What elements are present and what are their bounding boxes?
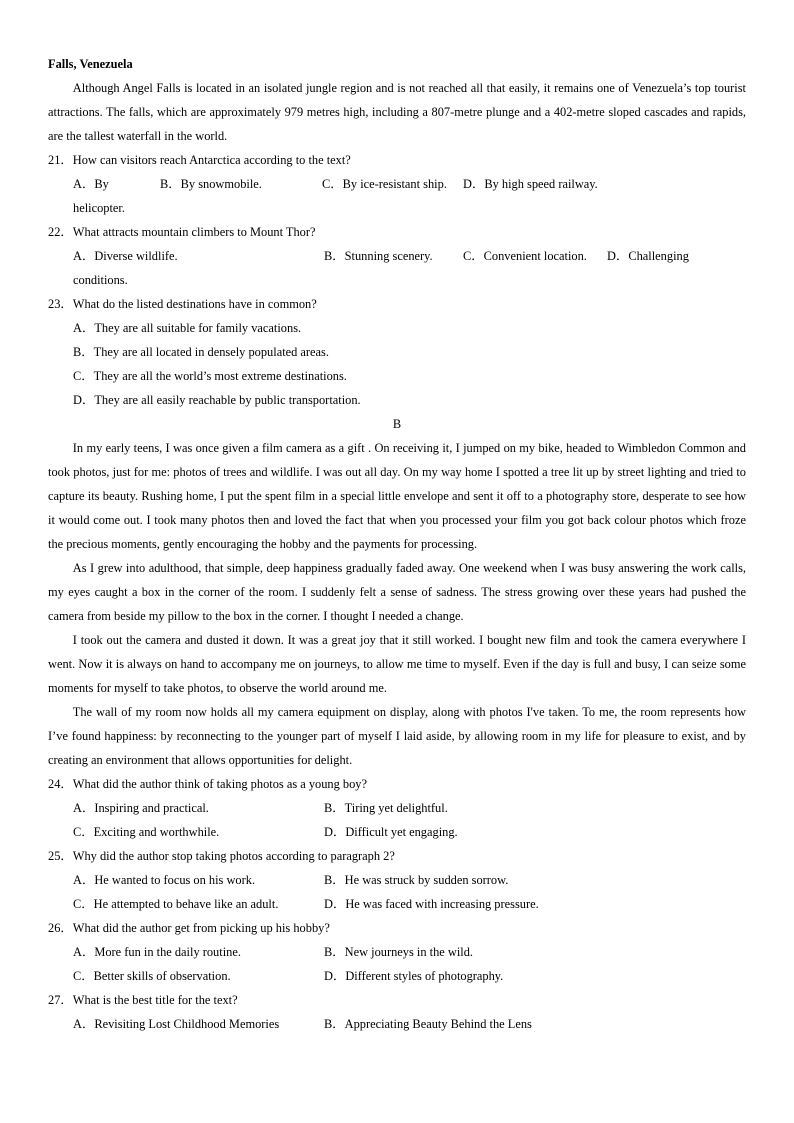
option-25a: A．He wanted to focus on his work. [73, 873, 256, 887]
passage-paragraph: Although Angel Falls is located in an isolated jungle region and is not reached all that easily, it remains one of Venezuela’s top tourist attractions. The falls, which are approximately 979 metres high, including a 807-metre plunge and a 402-metre sloped cascades and rapids, are the tallest waterfall in the world. [48, 81, 746, 143]
option-24a: A．Inspiring and practical. [73, 801, 209, 815]
option-22d: D．Challenging [607, 249, 689, 263]
section-label-b: B [392, 417, 402, 431]
options-27-row1 [48, 1012, 746, 1036]
option-23c: C．They are all the world’s most extreme destinations. [73, 369, 347, 383]
option-25c: C．He attempted to behave like an adult. [73, 897, 279, 911]
section-heading: Falls, Venezuela [48, 57, 133, 71]
passage-b-paragraph-2: As I grew into adulthood, that simple, deep happiness gradually faded away. One weekend when I was busy answering the work calls, my eyes caught a box in the corner of the room. I suddenly felt a sense of sadness. The stress growing over these years had pushed the camera from beside my pillow to the box in the corner. I thought I needed a change. [48, 561, 746, 623]
passage-b-paragraph-4: The wall of my room now holds all my camera equipment on display, along with photos I've taken. To me, the room represents how I’ve found happiness: by reconnecting to the younger part of myself I laid aside, by allowing room in my life for pleasure to exist, and by creating an environment that allows opportunities for delight. [48, 705, 746, 767]
option-27a: A．Revisiting Lost Childhood Memories [73, 1017, 280, 1031]
options-26-row1 [48, 940, 746, 964]
option-22d-continued: conditions. [73, 273, 128, 287]
options-25-row2 [48, 892, 746, 916]
options-21 [48, 172, 746, 220]
options-24-row2 [48, 820, 746, 844]
document-page [48, 52, 746, 1036]
question-23: 23．What do the listed destinations have in common? [48, 297, 317, 311]
option-24c: C．Exciting and worthwhile. [73, 825, 220, 839]
option-26a: A．More fun in the daily routine. [73, 945, 241, 959]
question-27: 27．What is the best title for the text? [48, 993, 238, 1007]
options-26-row2 [48, 964, 746, 988]
option-25b: B．He was struck by sudden sorrow. [324, 873, 509, 887]
question-26: 26．What did the author get from picking up his hobby? [48, 921, 330, 935]
options-24-row1 [48, 796, 746, 820]
option-21c: C．By ice-resistant ship. [322, 177, 447, 191]
option-22b: B．Stunning scenery. [324, 249, 433, 263]
option-26b: B．New journeys in the wild. [324, 945, 474, 959]
option-24b: B．Tiring yet delightful. [324, 801, 448, 815]
option-27b: B．Appreciating Beauty Behind the Lens [324, 1017, 532, 1031]
options-25-row1 [48, 868, 746, 892]
options-22 [48, 244, 746, 268]
option-22a: A．Diverse wildlife. [73, 249, 178, 263]
passage-b-paragraph-3: I took out the camera and dusted it down. It was a great joy that it still worked. I bought new film and took the camera everywhere I went. Now it is always on hand to accompany me on journeys, to allow me time to myself. Even if the day is full and busy, I can seize some moments for myself to take photos, to observe the world around me. [48, 633, 746, 695]
option-23b: B．They are all located in densely populated areas. [73, 345, 329, 359]
question-22: 22．What attracts mountain climbers to Mount Thor? [48, 225, 316, 239]
option-21d: D．By high speed railway. [463, 177, 598, 191]
option-21b: B．By snowmobile. [160, 177, 262, 191]
option-23d: D．They are all easily reachable by public transportation. [73, 393, 361, 407]
passage-b-paragraph-1: In my early teens, I was once given a film camera as a gift . On receiving it, I jumped on my bike, headed to Wimbledon Common and took photos, just for me: photos of trees and wildlife. I was out all day. On my way home I spotted a tree lit up by street lighting and tried to capture its beauty. Rushing home, I put the spent film in a special little envelope and sent it off to a photography store, desperate to see how it would come out. I took many photos then and loved the fact that when you processed your film you got back colour photos which froze the precious moments, gently encouraging the hobby and the payments for processing. [48, 441, 746, 551]
option-26c: C．Better skills of observation. [73, 969, 231, 983]
option-24d: D．Difficult yet engaging. [324, 825, 458, 839]
question-24: 24．What did the author think of taking photos as a young boy? [48, 777, 368, 791]
option-23a: A．They are all suitable for family vacations. [73, 321, 302, 335]
question-21: 21．How can visitors reach Antarctica according to the text? [48, 153, 351, 167]
option-25d: D．He was faced with increasing pressure. [324, 897, 539, 911]
option-22c: C．Convenient location. [463, 249, 587, 263]
option-21a: A．By helicopter. [73, 177, 125, 215]
question-25: 25．Why did the author stop taking photos according to paragraph 2? [48, 849, 395, 863]
option-26d: D．Different styles of photography. [324, 969, 504, 983]
